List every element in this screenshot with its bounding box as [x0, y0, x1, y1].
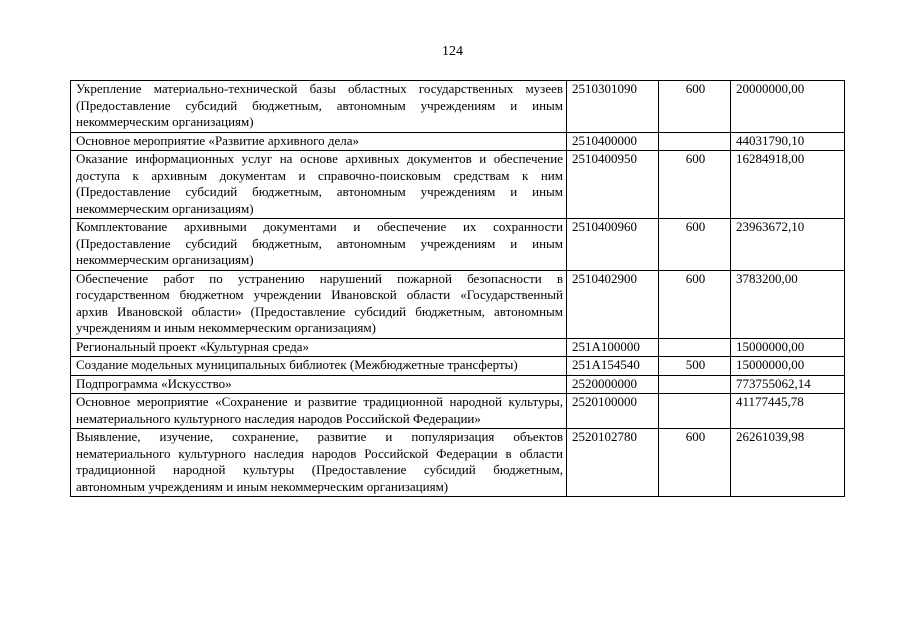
- row-expense-type: [659, 338, 731, 357]
- row-description: Подпрограмма «Искусство»: [71, 375, 567, 394]
- table-row: [71, 151, 845, 219]
- row-target-code: 2520100000: [567, 394, 659, 429]
- table-row: [71, 81, 845, 133]
- table-row: [71, 375, 845, 394]
- row-description: Обеспечение работ по устранению нарушений пожарной безопасности в государственном бюджетном учреждении Ивановской области «Государственный архив Ивановской области» (Предоставление субсидий бюджетным, автономным учреждениям и иным некоммерческим организациям): [71, 270, 567, 338]
- table-row: [71, 270, 845, 338]
- row-description: Оказание информационных услуг на основе архивных документов и обеспечение доступа к архивным документам и справочно-поисковым средствам к ним (Предоставление субсидий бюджетным, автономным учреждениям и иным некоммерческим организациям): [71, 151, 567, 219]
- row-expense-type: [659, 375, 731, 394]
- row-target-code: 2520000000: [567, 375, 659, 394]
- row-expense-type: 500: [659, 357, 731, 376]
- row-amount: 20000000,00: [731, 81, 845, 133]
- row-expense-type: 600: [659, 429, 731, 497]
- row-amount: 15000000,00: [731, 338, 845, 357]
- row-description: Создание модельных муниципальных библиотек (Межбюджетные трансферты): [71, 357, 567, 376]
- row-amount: 23963672,10: [731, 219, 845, 271]
- row-description: Комплектование архивными документами и обеспечение их сохранности (Предоставление субсидий бюджетным, автономным учреждениям и иным некоммерческим организациям): [71, 219, 567, 271]
- row-expense-type: 600: [659, 81, 731, 133]
- row-target-code: 2510400960: [567, 219, 659, 271]
- row-amount: 16284918,00: [731, 151, 845, 219]
- budget-table: [70, 80, 845, 497]
- row-amount: 44031790,10: [731, 132, 845, 151]
- row-expense-type: [659, 132, 731, 151]
- row-expense-type: 600: [659, 219, 731, 271]
- table-row: [71, 357, 845, 376]
- row-amount: 3783200,00: [731, 270, 845, 338]
- row-amount: 41177445,78: [731, 394, 845, 429]
- row-expense-type: [659, 394, 731, 429]
- table-row: [71, 394, 845, 429]
- page-number: 124: [442, 44, 463, 59]
- table-row: [71, 219, 845, 271]
- row-description: Основное мероприятие «Развитие архивного дела»: [71, 132, 567, 151]
- row-description: Региональный проект «Культурная среда»: [71, 338, 567, 357]
- row-target-code: 2510400000: [567, 132, 659, 151]
- row-description: Основное мероприятие «Сохранение и развитие традиционной народной культуры, нематериального культурного наследия народов Российской Федерации»: [71, 394, 567, 429]
- row-expense-type: 600: [659, 270, 731, 338]
- table-row: [71, 429, 845, 497]
- row-amount: 26261039,98: [731, 429, 845, 497]
- table-row: [71, 338, 845, 357]
- row-target-code: 2520102780: [567, 429, 659, 497]
- row-amount: 15000000,00: [731, 357, 845, 376]
- row-amount: 773755062,14: [731, 375, 845, 394]
- row-expense-type: 600: [659, 151, 731, 219]
- row-target-code: 2510402900: [567, 270, 659, 338]
- row-target-code: 2510301090: [567, 81, 659, 133]
- row-target-code: 251A154540: [567, 357, 659, 376]
- row-target-code: 251A100000: [567, 338, 659, 357]
- row-description: Укрепление материально-технической базы областных государственных музеев (Предоставление субсидий бюджетным, автономным учреждениям и иным некоммерческим организациям): [71, 81, 567, 133]
- row-description: Выявление, изучение, сохранение, развитие и популяризация объектов нематериального культурного наследия народов Российской Федерации в области традиционной народной культуры (Предоставление субсидий бюджетным, автономным учреждениям и иным некоммерческим организациям): [71, 429, 567, 497]
- table-row: [71, 132, 845, 151]
- row-target-code: 2510400950: [567, 151, 659, 219]
